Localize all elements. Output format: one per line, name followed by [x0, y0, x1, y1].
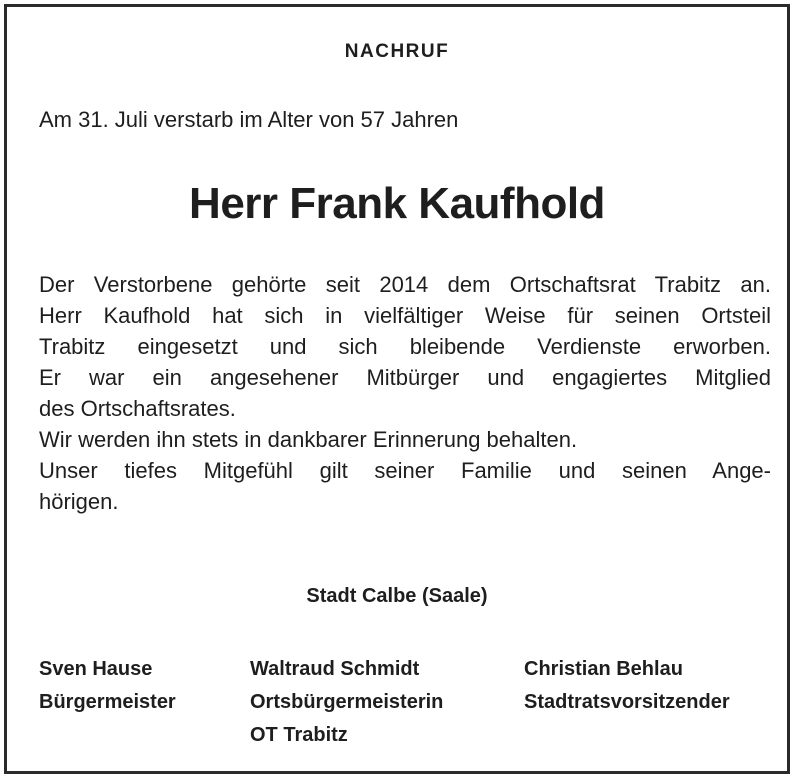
condolence-line: hörigen.: [39, 489, 119, 514]
signatory-name: Waltraud Schmidt: [250, 658, 420, 680]
obituary-notice: [4, 4, 790, 774]
signatory-title: Stadtratsvorsitzender: [524, 691, 730, 713]
signatory-council-chair: [524, 653, 730, 719]
body-line: Trabitz eingesetzt und sich bleibende Verdienste erworben.: [39, 334, 771, 359]
deceased-name: Herr Frank Kaufhold: [189, 179, 605, 228]
body-line: Der Verstorbene gehörte seit 2014 dem Ortschaftsrat Trabitz an.: [39, 272, 771, 297]
notice-heading: NACHRUF: [344, 41, 450, 62]
body-line: des Ortschaftsrates.: [39, 396, 236, 421]
condolence-line: Unser tiefes Mitgefühl gilt seiner Familie und seinen Ange-: [39, 458, 771, 483]
signatory-title: Ortsbürgermeisterin: [250, 691, 444, 713]
signatory-local-mayor: [250, 653, 443, 752]
signatory-title: Bürgermeister: [39, 691, 176, 713]
remembrance-line: Wir werden ihn stets in dankbarer Erinnerung behalten.: [39, 427, 578, 452]
signatory-name: Sven Hause: [39, 658, 153, 680]
signatory-extra: OT Trabitz: [250, 724, 348, 746]
signatory-name: Christian Behlau: [524, 658, 683, 680]
body-line: Er war ein angesehener Mitbürger und engagiertes Mitglied: [39, 365, 771, 390]
signatory-mayor: [39, 653, 176, 719]
organization-name: Stadt Calbe (Saale): [306, 585, 488, 607]
body-line: Herr Kaufhold hat sich in vielfältiger Weise für seinen Ortsteil: [39, 303, 771, 328]
obituary-body: [39, 269, 771, 517]
intro-line: Am 31. Juli verstarb im Alter von 57 Jahren: [39, 107, 459, 132]
